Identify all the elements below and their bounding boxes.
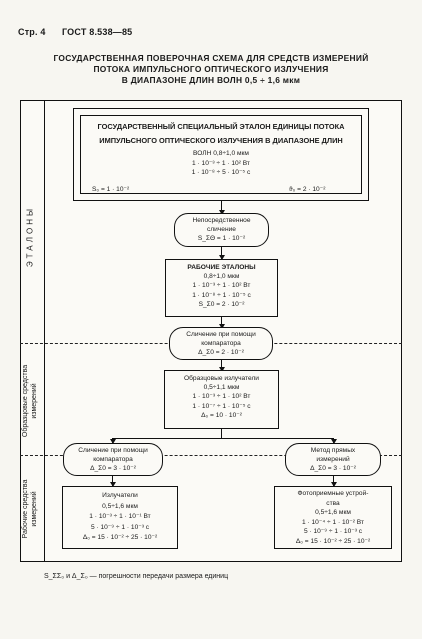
emitters-box [62,486,178,549]
emitters-text [63,491,177,544]
reference-emitters-box [164,370,279,429]
emitters-line-5: Δ₀ = 15 · 10⁻² ÷ 25 · 10⁻² [82,534,158,541]
reference-emitters-line-2: 0,5÷1,1 мкм [203,384,240,392]
title-line-1: ГОСУДАРСТВЕННАЯ ПОВЕРОЧНАЯ СХЕМА ДЛЯ СРЕДСТВ ИЗМЕРЕНИЙ [53,53,369,63]
photoreceivers-text [275,489,391,547]
photoreceivers-box [274,486,392,549]
working-etalons-line-4: 1 · 10⁻⁸ ÷ 1 · 10⁻⁵ с [192,291,251,299]
side-column-divider [44,100,45,562]
title-line-2: ПОТОКА ИМПУЛЬСНОГО ОПТИЧЕСКОГО ИЗЛУЧЕНИЯ [93,64,329,74]
direct-comparison-node [174,213,269,247]
split-line [112,438,334,439]
primary-etalon-line-2: ИМПУЛЬСНОГО ОПТИЧЕСКОГО ИЗЛУЧЕНИЯ В ДИАПАЗОНЕ ДЛИН [99,136,343,145]
primary-etalon-line-3: ВОЛН 0,8÷1,0 мкм [193,150,249,157]
primary-etalon-line-5: 1 · 10⁻⁸ ÷ 5 · 10⁻⁵ с [191,169,251,176]
comparator-2-line-1: Сличение при помощи [78,447,148,454]
reference-emitters-title: Образцовые излучатели [184,375,259,382]
emitters-line-2: 0,5÷1,6 мкм [102,502,138,510]
working-etalons-line-5: S_Σ0 = 2 · 10⁻² [198,300,245,308]
reference-emitters-line-4: 1 · 10⁻⁷ ÷ 1 · 10⁻⁵ с [192,402,251,410]
comparator-1-line-1: Сличение при помощи [186,331,256,338]
emitters-line-3: 1 · 10⁻³ ÷ 1 · 10⁻¹ Вт [89,513,151,520]
gost-number: ГОСТ 8.538—85 [62,27,133,37]
direct-comparison-line-3: S_ΣΘ = 1 · 10⁻² [197,235,246,242]
page-number: Стр. 4 [18,27,46,37]
side-label-etalons: ЭТАЛОНЫ [25,205,35,268]
photoreceivers-title: Фотоприемные устрой- [297,490,369,497]
title-line-3: В ДИАПАЗОНЕ ДЛИН ВОЛН 0,5 ÷ 1,6 мкм [121,75,301,85]
direct-measurement-node [285,443,381,476]
emitters-line-4: 5 · 10⁻⁹ ÷ 1 · 10⁻³ с [90,523,150,531]
photoreceivers-title-2: ства [326,499,340,507]
working-etalons-line-3: 1 · 10⁻³ ÷ 1 · 10² Вт [192,282,251,290]
footnote: S_ΣΣ₀ и Δ_Σ₀ — погрешности передачи размера единиц [44,573,229,580]
primary-etalon-box [73,108,369,201]
reference-emitters-line-3: 1 · 10⁻³ ÷ 1 · 10² Вт [192,393,251,401]
reference-emitters-line-5: Δ₀ = 10 · 10⁻² [201,411,242,419]
direct-comparison-line-1: Непосредственное [192,217,251,224]
primary-s0: S₀ = 1 · 10⁻² [92,186,130,193]
photoreceivers-line-3: 0,5÷1,6 мкм [315,509,351,517]
comparator-2-line-3: Δ_Σ0 = 3 · 10⁻² [90,465,136,472]
comparator-2-line-2: компаратора [93,456,133,463]
primary-etalon-text [74,120,368,148]
direct-comparison-line-2: сличение [207,226,236,233]
working-etalons-line-2: 0,8÷1,0 мкм [203,273,240,281]
direct-measurement-line-3: Δ_Σ0 = 3 · 10⁻² [310,465,356,472]
side-label-reference: Образцовые средства измерений [22,364,38,438]
comparator-1-line-3: Δ_Σ0 = 2 · 10⁻² [198,349,244,356]
comparator-1-line-2: компаратора [201,340,241,347]
photoreceivers-line-4: 1 · 10⁻⁴ ÷ 1 · 10⁻² Вт [301,518,365,526]
working-etalons-title: РАБОЧИЕ ЭТАЛОНЫ [187,264,256,271]
working-etalons-box [165,259,278,317]
primary-etalon-params [74,149,368,178]
direct-measurement-line-2: измерений [316,456,350,463]
side-label-working: Рабочие средства измерений [22,479,38,539]
direct-measurement-line-1: Метод прямых [310,447,356,454]
page-title [20,53,402,86]
comparator-node-2 [63,443,163,476]
primary-etalon-line-1: ГОСУДАРСТВЕННЫЙ СПЕЦИАЛЬНЫЙ ЭТАЛОН ЕДИНИЦЫ ПОТОКА [97,122,345,131]
working-etalons-text [166,263,277,309]
reference-emitters-text [165,374,278,420]
comparator-node-1 [169,327,273,360]
photoreceivers-line-5: 5 · 10⁻⁹ ÷ 1 · 10⁻³ с [303,528,363,536]
emitters-title: Излучатели [102,492,138,499]
primary-theta0: ϑ₀ = 2 · 10⁻² [289,186,326,193]
primary-etalon-line-4: 1 · 10⁻³ ÷ 1 · 10² Вт [192,159,250,167]
connector-5 [221,429,222,438]
photoreceivers-line-6: Δ₀ = 15 · 10⁻² ÷ 25 · 10⁻² [295,537,371,545]
